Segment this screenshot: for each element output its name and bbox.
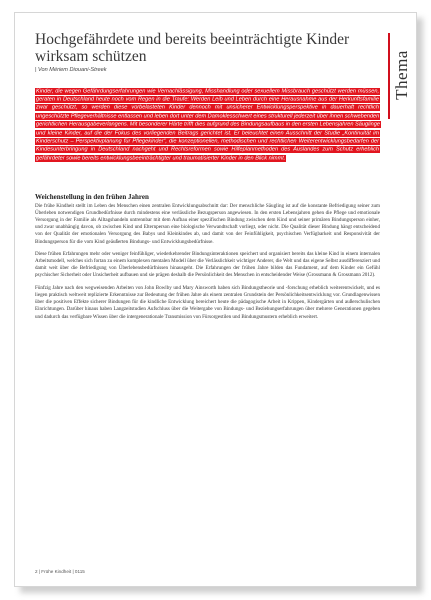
section-heading: Weichenstellung in den frühen Jahren bbox=[35, 192, 149, 201]
lead-highlight-text: Kinder, die wegen Gefährdungserfahrungen wie Vernachlässigung, Misshandlung oder sexuellem Missbrauch geschützt werden müssen, geraten in Deutschland heute noch vom Regen in die Traufe: Werden Leib und Leben durch eine Herausnahme aus der Herkunftsfamilie zwar geschützt, so werden diese vorbelasteten Kinder dennoch mit unsicherer Entwicklungsperspektive in dauerhaft rechtlich ungeschützte Pflegeverhältnisse entlassen und leben dort unter dem Damoklesschwert eines strukturell jederzeit über ihnen schwebenden gerichtlichen Herausgabeverlangens. Mit besonderer Härte trifft dies aufgrund des Bindungsaufbaus in den ersten Lebensjahren Säuglinge und kleine Kinder, auf die der Fokus des vorliegenden Beitrags gerichtet ist. Er beleuchtet einen Ausschnitt der Studie „Kontinuität im Kinderschutz – Perspektivplanung für Pflegekinder“, die konzeptionellen, methodischen und rechtlichen Weiterentwicklungsbedarfen der Kindesunterbringung in Deutschland nachgeht und Rechtsreformen sowie Hilfeplanmethoden des Auslandes zum Schutz erheblich gefährdeter sowie bereits entwicklungsbeeinträchtigter und traumatisierter Kinder in den Blick nimmt. bbox=[36, 88, 380, 162]
lead-paragraph bbox=[35, 87, 380, 163]
article-title: Hochgefährdete und bereits beeinträchtigte Kinder wirksam schützen bbox=[35, 31, 350, 65]
body-paragraph-2: Diese frühen Erfahrungen mehr oder weniger feinfühliger, wiederkehrender Bindungsinteraktionen speichert und organisiert bereits das kleine Kind in einem internalen Arbeitsmodell, welches sich fortan zu einem komplexen mentalen Modell über die Verlässlichkeit wichtiger Anderer, die Welt und das eigene Selbst ausdifferenziert und damit weit über die Befriedigung von Überlebensbedürfnissen hinausgeht. Die Erfahrungen der frühen Jahre bilden das Fundament, auf dem Kinder ein Gefühl psychischer Sicherheit oder Unsicherheit aufbauen und sie prägen deshalb die Persönlichkeit des Menschen in entscheidender Weise (Grossmann & Grossmann 2012). bbox=[35, 250, 380, 279]
side-section-label-text: Thema bbox=[392, 50, 411, 100]
side-section-label bbox=[394, 35, 410, 115]
side-accent-bar bbox=[388, 33, 390, 119]
article-body bbox=[35, 203, 380, 321]
article-author: | Von Mériem Diouani-Streek bbox=[35, 67, 107, 73]
page-footer: 2 | Frühe Kindheit | 0115 bbox=[35, 569, 85, 574]
article-content bbox=[35, 31, 380, 326]
article-page bbox=[14, 12, 417, 587]
body-paragraph-1: Die frühe Kindheit stellt im Leben des Menschen einen zentralen Entwicklungsabschnitt dar: Der menschliche Säugling ist auf die konstante Befriedigung seiner zum Überleben notwendigen Grundbedürfnisse durch mindestens eine verlässliche Bezugsperson angewiesen. In den ersten Lebensjahren gehen die Pflege und emotionale Versorgung in der Familie als Alltagshandeln untrennbar mit dem Aufbau einer spezifischen Bindung zwischen dem Kind und seiner primären Bindungsperson einher, und zwar unabhängig davon, ob zwischen Kind und Elternperson eine biologische Verwandtschaft vorliegt, oder nicht. Die Qualität dieser Bindung hängt entscheidend von der Qualität der emotionalen Versorgung des Babys und Kleinkindes ab, und damit von der Feinfühligkeit, psychischen Verfügbarkeit und Responsivität der Bindungsperson für die vom Kind geäußerten Bindungs- und Entwicklungsbedürfnisse. bbox=[35, 202, 380, 245]
body-paragraph-3: Fünfzig Jahre nach den wegweisenden Arbeiten von John Bowlby und Mary Ainsworth haben sich Bindungstheorie und -forschung erheblich weiterentwickelt, und es liegen praktisch weltweit replizierte Erkenntnisse zur Bedeutung der frühen Jahre als einem zentralen Grundstein der Persönlichkeitsentwicklung vor. Grundlagenwissen über die positiven Effekte sicherer Bindungen für die kindliche Entwicklung bereichert heute die pädagogische Arbeit in Krippen, Kindergärten und außerschulischen Einrichtungen. Darüber hinaus haben Langzeitstudien Aufschluss über die Weitergabe von Bindungs- und Beziehungserfahrungen über mehrere Generationen gegeben und dadurch das verfügbare Wissen über die intergenerationale Transmission von Fürsorgestilen und Bindungsmustern erheblich erweitert. bbox=[35, 284, 380, 320]
